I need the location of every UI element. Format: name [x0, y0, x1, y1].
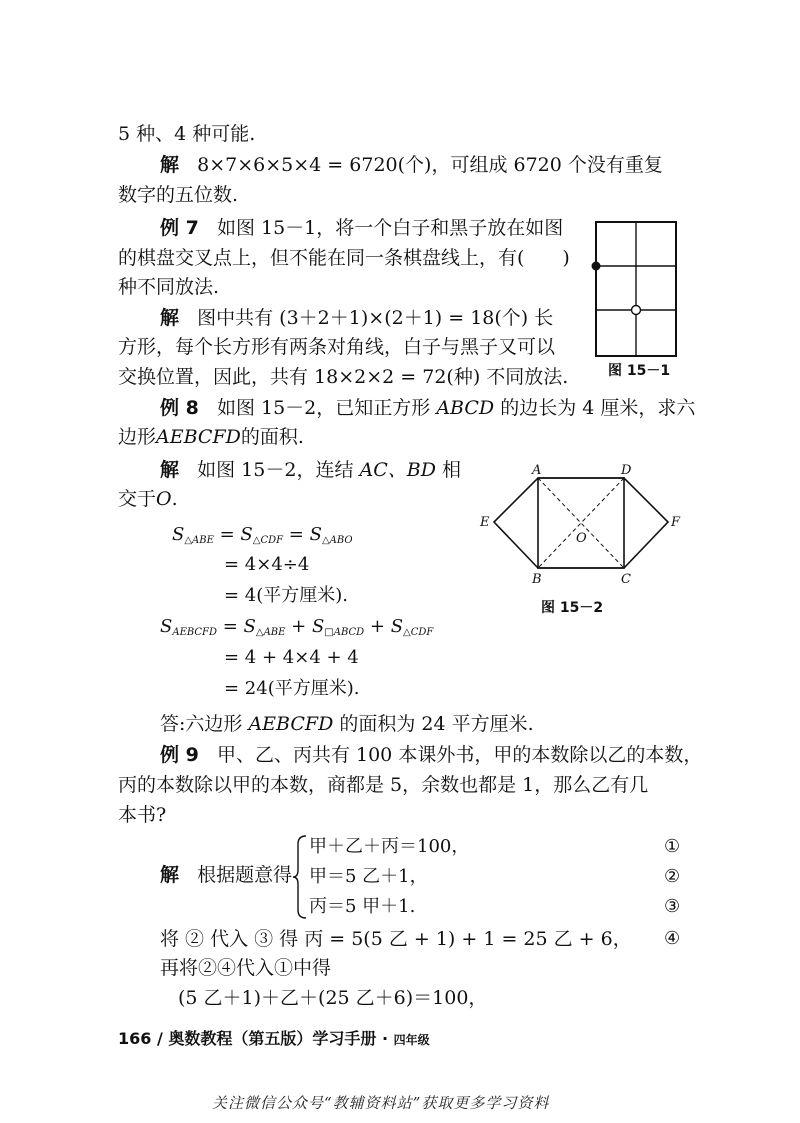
text-line: 交换位置，因此，共有 18×2×2 = 72(种) 不同放法.	[118, 366, 569, 388]
footer-dot: ·	[382, 1029, 389, 1048]
text-line: 将 ② 代入 ③ 得 丙 = 5(5 乙 + 1) + 1 = 25 乙 + 6，	[160, 928, 632, 950]
solution-text: 图中共有 (3＋2＋1)×(2＋1) = 18(个) 长	[197, 307, 554, 329]
equation-line	[160, 614, 433, 646]
system-equation: 丙＝5 甲＋1.	[309, 896, 416, 917]
figure-caption: 图 15－1	[608, 363, 671, 379]
eq-sub: △ABE	[184, 535, 214, 546]
solution-label: 解	[160, 154, 180, 176]
figure-caption: 图 15－2	[541, 600, 604, 616]
example-text: 如图 15－2，已知正方形	[216, 397, 431, 419]
equation-number: ④	[664, 928, 681, 949]
text-line: 5 种、4 种可能.	[118, 123, 256, 145]
equation-number: ③	[664, 896, 681, 917]
footer-slash: /	[156, 1029, 163, 1048]
math-var: AEBCFD	[156, 426, 241, 448]
text-part: 答:六边形	[160, 713, 243, 735]
eq-sub: AEBCFD	[172, 627, 218, 638]
solution-label: 解	[160, 864, 180, 886]
solution-text: 根据题意得	[197, 864, 293, 886]
white-piece	[632, 306, 641, 315]
math-var: ABCD	[436, 397, 495, 419]
eq-part: = S	[217, 616, 256, 637]
example-line	[160, 741, 702, 769]
page-footer	[118, 1026, 430, 1049]
chessboard-figure	[590, 216, 680, 364]
brace-icon	[292, 834, 308, 920]
text-line	[118, 423, 304, 451]
grade-label: 四年级	[393, 1033, 430, 1047]
text-part: 相	[442, 459, 462, 481]
system-equation: 甲＋乙＋丙＝100，	[309, 836, 470, 857]
text-line: (5 乙＋1)＋乙＋(25 乙＋6)＝100，	[178, 987, 488, 1009]
text-line: 数字的五位数.	[118, 184, 239, 206]
book-title: 奥数教程（第五版）学习手册	[168, 1029, 377, 1048]
text-part: 如图 15－2，连结	[197, 459, 354, 481]
vertex-label-e: E	[480, 515, 490, 530]
text-part: 边形	[118, 426, 157, 448]
example-label: 例 9	[160, 744, 199, 766]
watermark-text: 关注微信公众号“教辅资料站”获取更多学习资料	[212, 1094, 550, 1112]
example-text: 如图 15－1，将一个白子和黑子放在如图	[216, 217, 564, 239]
example-label: 例 7	[160, 217, 199, 239]
eq-sub: △CDF	[403, 627, 434, 638]
text-part: 的面积.	[240, 426, 304, 448]
vertex-label-a: A	[532, 463, 542, 478]
vertex-label-b: B	[532, 572, 542, 587]
text-part: 交于	[118, 488, 157, 510]
eq-sub: △ABO	[321, 535, 353, 546]
solution-line	[160, 456, 461, 484]
eq-sub: △ABE	[255, 627, 286, 638]
vertex-label-d: D	[621, 463, 632, 478]
equation-number: ①	[664, 836, 681, 857]
eq-part: = S	[213, 524, 253, 545]
math-var: AC、BD	[359, 459, 436, 481]
eq-part: S	[172, 524, 185, 545]
example-line	[160, 214, 563, 242]
text-line: 种不同放法.	[118, 276, 220, 298]
equation-line: = 4 + 4×4 + 4	[224, 647, 359, 668]
eq-part: S	[160, 616, 173, 637]
hexagon-figure	[478, 462, 688, 590]
equation-line: = 4(平方厘米).	[224, 585, 349, 606]
text-line: 的棋盘交叉点上，但不能在同一条棋盘线上，有( )	[118, 247, 570, 269]
hexagon-outline	[494, 478, 668, 568]
text-line: 方形，每个长方形有两条对角线，白子与黑子又可以	[118, 336, 556, 358]
eq-part: + S	[285, 616, 325, 637]
equation-line	[172, 522, 353, 554]
equation-line: = 24(平方厘米).	[224, 678, 360, 699]
solution-label: 解	[160, 307, 180, 329]
example-label: 例 8	[160, 397, 199, 419]
example-text: 甲、乙、丙共有 100 本课外书，甲的本数除以乙的本数，	[216, 744, 703, 766]
solution-line	[160, 304, 553, 332]
eq-sub: △CDF	[252, 535, 284, 546]
solution-label: 解	[160, 459, 180, 481]
example-line	[160, 394, 695, 422]
vertex-label-o: O	[576, 531, 587, 546]
eq-part: = S	[283, 524, 322, 545]
text-line: 本书?	[118, 804, 167, 826]
example-text: 的边长为 4 厘米，求六	[500, 397, 696, 419]
text-line: 丙的本数除以甲的本数，商都是 5，余数也都是 1，那么乙有几	[118, 774, 649, 796]
text-line: 再将②④代入①中得	[160, 957, 332, 979]
solution-text: 8×7×6×5×4 = 6720(个)，可组成 6720 个没有重复	[197, 154, 663, 176]
vertex-label-f: F	[671, 515, 681, 530]
page-number: 166	[118, 1029, 152, 1048]
system-equation: 甲＝5 乙＋1，	[309, 866, 428, 887]
equation-number: ②	[664, 866, 681, 887]
equation-line: = 4×4÷4	[224, 554, 310, 575]
solution-line	[160, 151, 663, 179]
text-line	[118, 485, 178, 513]
vertex-label-c: C	[621, 572, 631, 587]
solution-line	[160, 861, 292, 889]
text-part: 的面积为 24 平方厘米.	[339, 713, 534, 735]
math-var: O	[156, 488, 172, 510]
text-part: .	[171, 488, 178, 510]
math-var: AEBCFD	[248, 713, 334, 735]
black-piece	[592, 262, 601, 271]
answer-line	[160, 710, 534, 738]
eq-part: + S	[364, 616, 404, 637]
eq-sub: □ABCD	[324, 627, 365, 638]
